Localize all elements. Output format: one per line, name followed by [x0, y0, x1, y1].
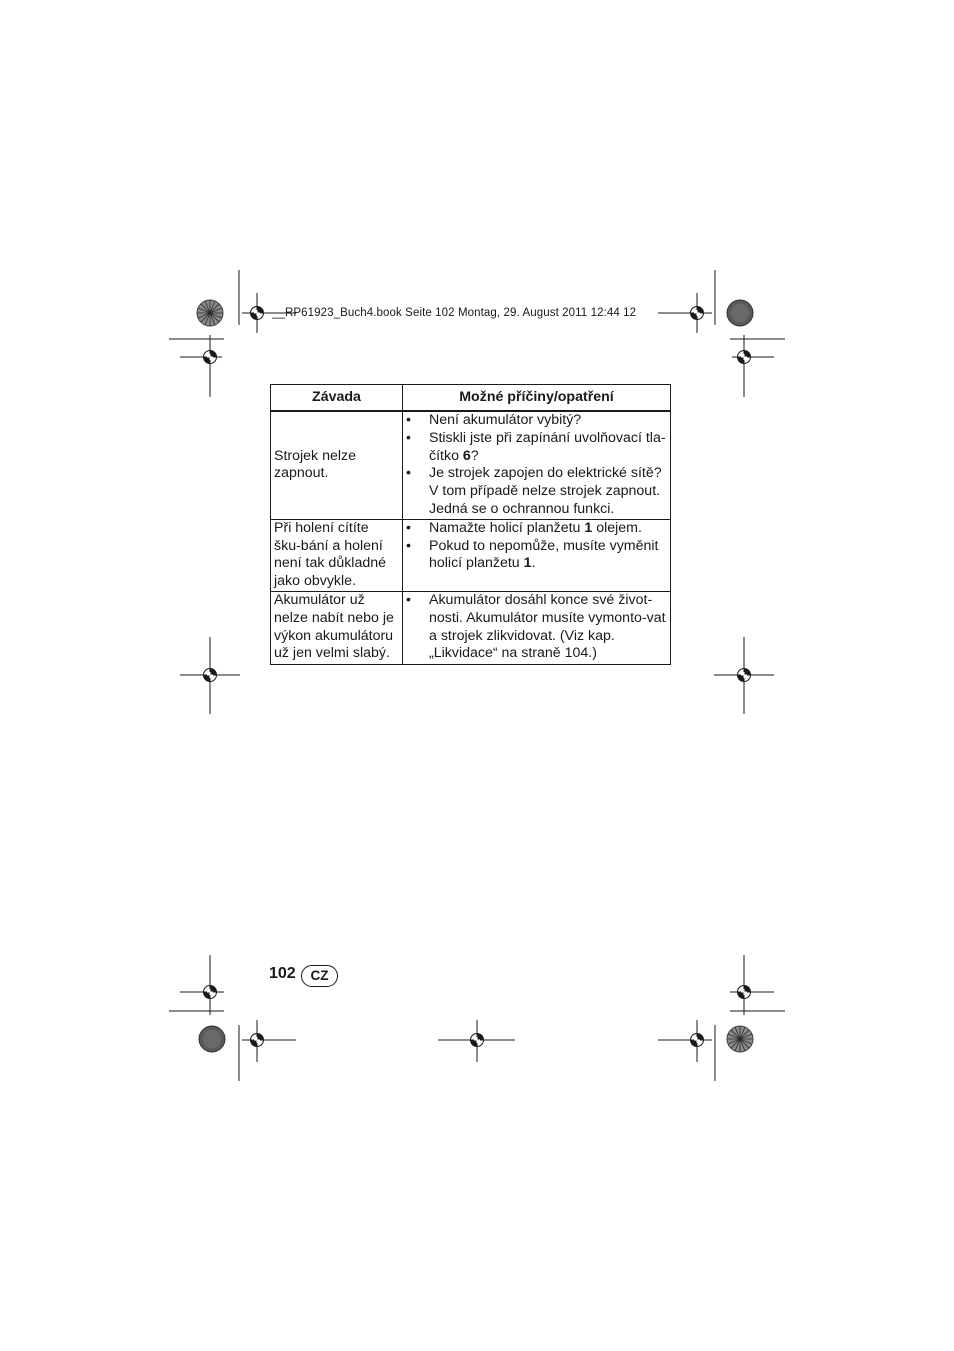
- column-header-fault: Závada: [271, 385, 403, 412]
- crosshair-registration-icon: [251, 1034, 264, 1047]
- causes-cell: [403, 411, 671, 519]
- starburst-target-icon: [199, 1026, 225, 1052]
- list-item: [406, 412, 667, 430]
- file-info-header: __RP61923_Buch4.book Seite 102 Montag, 29. August 2011 12:44 12: [272, 307, 637, 319]
- fault-cell: [271, 591, 403, 664]
- fault-text: Při holení cítíte šku-bání a holení není tak důkladné jako obvykle.: [274, 519, 387, 590]
- fault-text: Strojek nelze zapnout.: [274, 447, 357, 482]
- cause-text: Je strojek zapojen do elektrické sítě? V tom případě nelze strojek zapnout. Jedná se o ochrannou funkci.: [429, 465, 662, 517]
- starburst-target-icon: [727, 300, 753, 326]
- list-item: [406, 430, 667, 466]
- cause-text: Není akumulátor vybitý?: [429, 412, 582, 428]
- causes-cell: [403, 519, 671, 591]
- fault-cell: [271, 519, 403, 591]
- list-item: [406, 592, 667, 663]
- page-number: 102: [269, 965, 296, 982]
- list-item: [406, 520, 667, 538]
- starburst-target-icon: [197, 300, 223, 326]
- language-badge: CZ: [301, 965, 338, 987]
- crosshair-registration-icon: [738, 986, 751, 999]
- column-header-causes: Možné příčiny/opatření: [403, 385, 671, 412]
- crosshair-registration-icon: [204, 351, 217, 364]
- cause-text: Akumulátor dosáhl konce své život-nosti. Akumulátor musíte vymonto-vat a strojek zlikvidovat. (Viz kap. „Likvidace“ na straně 104.): [429, 591, 666, 662]
- cause-text: Pokud to nepomůže, musíte vyměnit holicí planžetu 1.: [429, 537, 659, 572]
- crosshair-registration-icon: [204, 669, 217, 682]
- crosshair-registration-icon: [691, 1034, 704, 1047]
- fault-cell: [271, 411, 403, 519]
- fault-text: Akumulátor už nelze nabít nebo je výkon akumulátoru už jen velmi slabý.: [274, 591, 394, 662]
- starburst-target-icon: [727, 1026, 753, 1052]
- list-item: [406, 538, 667, 574]
- crosshair-registration-icon: [738, 669, 751, 682]
- crosshair-registration-icon: [204, 986, 217, 999]
- causes-cell: [403, 591, 671, 664]
- crosshair-registration-icon: [251, 307, 264, 320]
- bullet: •: [406, 465, 411, 482]
- crosshair-registration-icon: [691, 307, 704, 320]
- table-header-row: [271, 385, 671, 412]
- bullet: •: [406, 591, 411, 608]
- cause-text: Stiskli jste při zapínání uvolňovací tla-čítko 6?: [429, 429, 666, 464]
- cause-text: Namažte holicí planžetu 1 olejem.: [429, 519, 642, 536]
- troubleshooting-table: [270, 384, 671, 665]
- bullet: •: [406, 519, 411, 536]
- bullet: •: [406, 537, 411, 554]
- table-row: [271, 591, 671, 664]
- table-row: [271, 519, 671, 591]
- list-item: [406, 465, 667, 518]
- table-row: [271, 411, 671, 519]
- crosshair-registration-icon: [471, 1034, 484, 1047]
- bullet: •: [406, 429, 411, 446]
- bullet: •: [406, 412, 411, 428]
- crosshair-registration-icon: [738, 351, 751, 364]
